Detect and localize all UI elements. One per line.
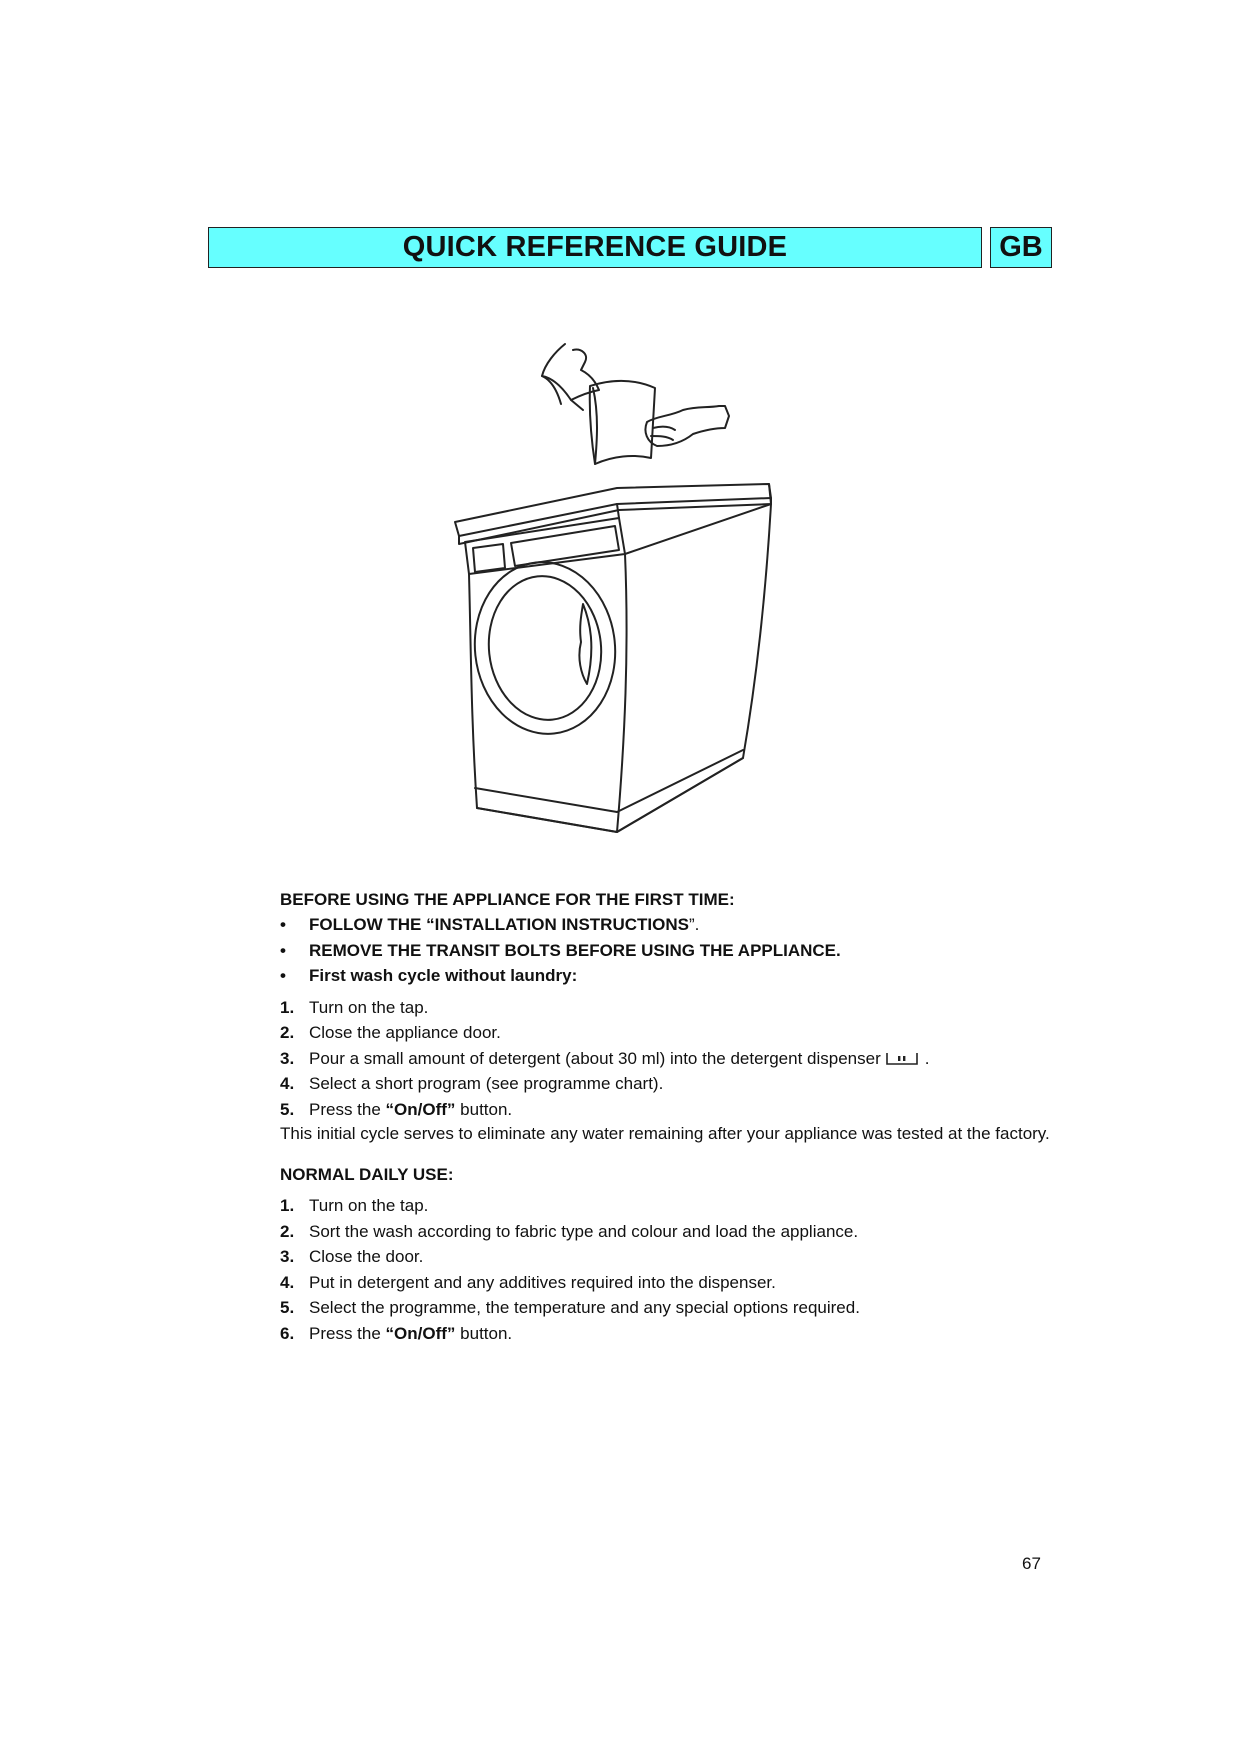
step-item <box>280 1219 1060 1245</box>
step-number: 5. <box>280 1099 295 1119</box>
on-off-label: “On/Off” <box>385 1323 456 1343</box>
daily-use-steps <box>280 1193 1060 1346</box>
step-number: 4. <box>280 1272 295 1292</box>
language-tag <box>990 227 1052 268</box>
daily-use-heading: NORMAL DAILY USE: <box>280 1165 454 1184</box>
bullet-dot: • <box>280 966 286 985</box>
step-number: 5. <box>280 1298 295 1318</box>
bullet-item <box>280 963 1060 989</box>
step-number: 1. <box>280 997 295 1017</box>
bullet-text: First wash cycle without laundry: <box>309 966 578 985</box>
step-number: 2. <box>280 1221 295 1241</box>
page-number: 67 <box>1022 1554 1041 1573</box>
first-time-bullets <box>280 912 1060 989</box>
step-text: Close the appliance door. <box>309 1023 501 1043</box>
step-text: Pour a small amount of detergent (about 30 ml) into the detergent dispenser <box>309 1048 881 1068</box>
step-text-suffix: . <box>924 1048 930 1068</box>
page-title-text: QUICK REFERENCE GUIDE <box>402 231 788 263</box>
step-item <box>280 1193 1060 1219</box>
step-text: Press the <box>309 1323 386 1343</box>
step-text: Put in detergent and any additives required into the dispenser. <box>309 1272 776 1292</box>
detergent-dispenser-icon <box>885 1050 919 1066</box>
bullet-text: FOLLOW THE “INSTALLATION INSTRUCTIONS <box>309 915 689 934</box>
step-item <box>280 1097 1060 1123</box>
step-text: Select a short program (see programme chart). <box>309 1074 664 1094</box>
bullet-suffix: ”. <box>688 915 700 934</box>
bullet-dot: • <box>280 940 286 960</box>
manual-icon <box>590 381 655 464</box>
language-tag-text: GB <box>999 231 1043 263</box>
step-text-suffix: button. <box>455 1099 513 1119</box>
first-time-steps <box>280 995 1060 1123</box>
step-item <box>280 1046 1060 1072</box>
step-text: Turn on the tap. <box>309 997 429 1017</box>
step-number: 1. <box>280 1196 295 1216</box>
step-item <box>280 1295 1060 1321</box>
step-text-suffix: button. <box>455 1323 513 1343</box>
machine-top-icon <box>455 484 771 536</box>
step-text: Select the programme, the temperature and any special options required. <box>309 1298 860 1318</box>
step-text: Turn on the tap. <box>309 1196 429 1216</box>
instructions-content <box>280 887 1060 1346</box>
bullet-item <box>280 912 1060 938</box>
step-number: 3. <box>280 1247 295 1267</box>
page-title <box>208 227 982 268</box>
step-number: 6. <box>280 1323 295 1343</box>
bullet-item <box>280 938 1060 964</box>
step-item <box>280 1244 1060 1270</box>
first-cycle-note: This initial cycle serves to eliminate any water remaining after your appliance was tested at the factory. <box>280 1124 1050 1143</box>
step-item <box>280 1071 1060 1097</box>
step-text: Sort the wash according to fabric type and colour and load the appliance. <box>309 1221 859 1241</box>
step-item <box>280 1270 1060 1296</box>
step-text: Close the door. <box>309 1247 424 1267</box>
right-hand-icon <box>645 406 729 446</box>
first-time-heading: BEFORE USING THE APPLIANCE FOR THE FIRST TIME: <box>280 890 735 909</box>
step-item <box>280 1321 1060 1347</box>
washing-machine-illustration <box>385 318 845 878</box>
step-text: Press the <box>309 1099 386 1119</box>
step-number: 4. <box>280 1074 295 1094</box>
on-off-label: “On/Off” <box>385 1099 456 1119</box>
door-porthole-icon <box>466 555 623 741</box>
step-item <box>280 1020 1060 1046</box>
step-item <box>280 995 1060 1021</box>
step-number: 3. <box>280 1048 295 1068</box>
step-number: 2. <box>280 1023 295 1043</box>
bullet-text: REMOVE THE TRANSIT BOLTS BEFORE USING THE APPLIANCE. <box>309 940 841 960</box>
bullet-dot: • <box>280 915 286 934</box>
